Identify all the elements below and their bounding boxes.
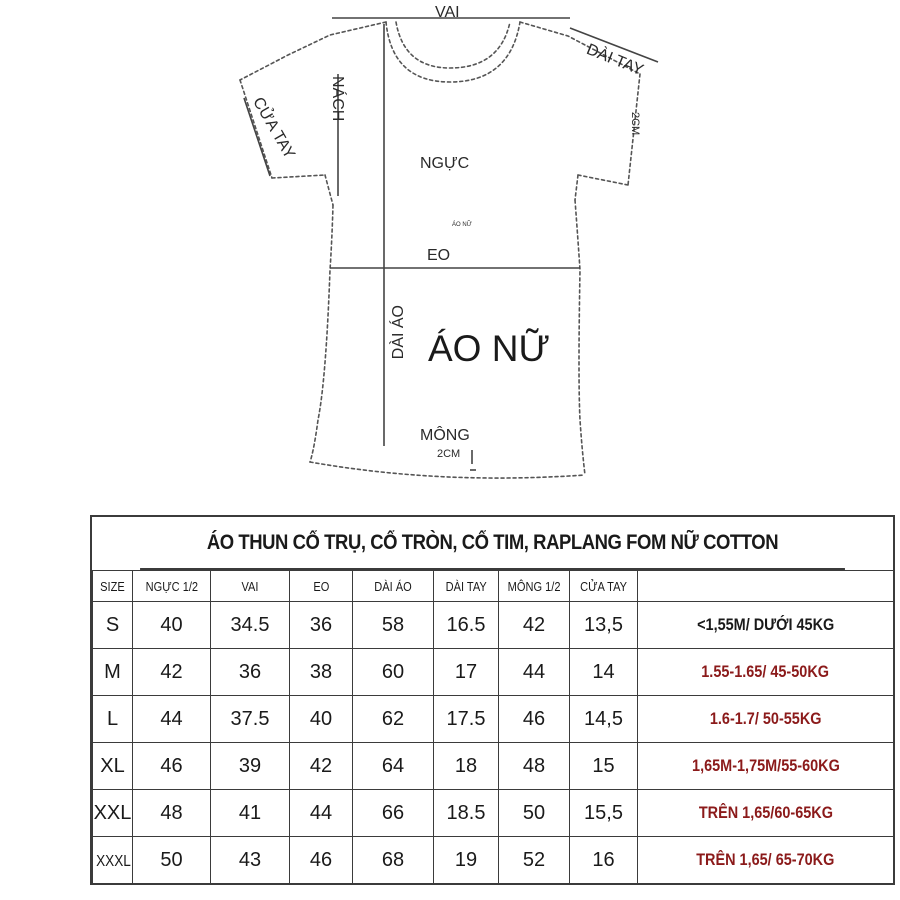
cell-dai-ao [353,837,434,884]
table-row [93,649,894,696]
table-body [93,602,894,884]
cell-dai-ao-text: 60 [381,660,405,683]
header-vai-label: VAI [241,578,259,594]
cell-eo-text: 36 [309,613,333,636]
label-dai-ao: DÀI ÁO [390,305,407,360]
cell-condition [638,649,894,696]
label-sleeve-2cm: 2CM [629,112,641,136]
cell-dai-tay [434,602,499,649]
cell-size [93,837,133,884]
cell-size [93,696,133,743]
cell-dai-tay [434,790,499,837]
label-cua-tay: CỬA TAY [249,94,298,162]
label-vai: VAI [435,4,460,21]
cell-dai-ao [353,602,434,649]
cell-size-text: XXL [93,801,132,824]
cell-mong-text: 48 [522,754,546,777]
cell-mong [499,649,570,696]
cell-condition [638,743,894,790]
header-dai-ao-label: DÀI ÁO [374,578,412,594]
table-row [93,696,894,743]
cell-mong-text: 46 [522,707,546,730]
table-row [93,602,894,649]
cell-vai-text: 39 [238,754,262,777]
cell-dai-tay-text: 18 [454,754,478,777]
cell-size [93,602,133,649]
cell-cua-tay [570,696,638,743]
cell-condition [638,696,894,743]
cell-eo [290,837,353,884]
cell-dai-tay-text: 19 [454,848,478,871]
cell-mong-text: 44 [522,660,546,683]
cell-vai-text: 36 [238,660,262,683]
cell-mong [499,696,570,743]
cell-nguc-text: 42 [160,660,183,683]
cell-condition-text: 1.6-1.7/ 50-55KG [709,709,822,728]
cell-eo-text: 40 [309,707,333,730]
cell-size-text: L [106,707,119,730]
header-row [93,571,894,602]
cell-cua-tay-text: 13,5 [584,613,623,636]
header-nguc-label: NGỰC 1/2 [145,578,198,594]
header-mong-label: MÔNG 1/2 [507,578,561,594]
cell-mong [499,837,570,884]
cell-dai-tay-text: 18.5 [446,801,486,824]
cell-dai-ao-text: 62 [381,707,405,730]
cell-condition [638,602,894,649]
cell-cua-tay [570,743,638,790]
cell-cua-tay-text: 15 [592,754,615,777]
cell-eo [290,696,353,743]
cell-dai-ao [353,696,434,743]
cell-dai-ao-text: 58 [381,613,405,636]
cell-mong-text: 50 [522,801,546,824]
cell-size-text: S [105,613,120,636]
label-eo: EO [427,247,451,264]
cell-cua-tay [570,602,638,649]
cell-cua-tay [570,837,638,884]
cell-vai-text: 43 [238,848,262,871]
cell-condition-text: <1,55M/ DƯỚI 45KG [696,615,835,634]
cell-nguc-text: 48 [160,801,183,824]
cell-dai-tay-text: 17 [454,660,478,683]
size-chart-table [90,515,895,885]
cell-vai [211,837,290,884]
cell-condition-text: TRÊN 1,65/ 65-70KG [696,850,835,869]
cell-eo-text: 42 [309,754,333,777]
label-hem-2cm: 2CM [437,448,461,460]
cell-dai-tay-text: 17.5 [446,707,486,730]
cell-condition [638,790,894,837]
cell-dai-ao-text: 66 [381,801,405,824]
header-cua-tay-label: CỬA TAY [580,578,627,594]
cell-eo-text: 44 [309,801,333,824]
cell-size-text: XL [100,754,125,777]
cell-eo-text: 46 [309,848,333,871]
cell-mong [499,743,570,790]
header-size-label: SIZE [100,578,125,594]
table-row [93,743,894,790]
cell-eo [290,649,353,696]
cell-size [93,790,133,837]
cell-size-text: XXXL [96,852,131,870]
cell-dai-tay-text: 16.5 [446,613,486,636]
cell-nguc [133,696,211,743]
cell-size-text: M [104,660,121,683]
cell-size [93,743,133,790]
cell-cua-tay [570,790,638,837]
cell-eo [290,602,353,649]
size-grid [92,570,894,884]
cell-cua-tay-text: 14 [592,660,615,683]
cell-dai-tay [434,743,499,790]
cell-mong-text: 42 [522,613,546,636]
cell-nguc-text: 44 [160,707,183,730]
header-cua-tay [570,571,638,602]
cell-eo-text: 38 [309,660,333,683]
cell-nguc [133,649,211,696]
cell-dai-ao-text: 68 [381,848,405,871]
cell-dai-ao-text: 64 [381,754,405,777]
label-dai-tay: DÀI TAY [584,41,646,80]
cell-cua-tay [570,649,638,696]
cell-eo [290,743,353,790]
cell-dai-tay [434,649,499,696]
label-mong: MÔNG [420,427,470,444]
header-vai [211,571,290,602]
cell-vai-text: 37.5 [230,707,270,730]
cell-condition [638,837,894,884]
cell-dai-tay [434,837,499,884]
cell-vai [211,790,290,837]
header-eo-label: EO [313,578,329,594]
label-ao-nu: ÁO NỮ [428,328,551,369]
cell-mong [499,790,570,837]
cell-dai-ao [353,649,434,696]
header-eo [290,571,353,602]
cell-vai-text: 41 [238,801,262,824]
header-dai-tay [434,571,499,602]
header-size [93,571,133,602]
cell-vai [211,649,290,696]
cell-cua-tay-text: 16 [592,848,615,871]
cell-mong [499,602,570,649]
header-dai-ao [353,571,434,602]
header-nguc [133,571,211,602]
cell-dai-ao [353,790,434,837]
cell-vai-text: 34.5 [230,613,270,636]
cell-nguc [133,743,211,790]
cell-nguc-text: 40 [160,613,183,636]
label-ao-nu-small: ÁO NỮ [452,222,472,228]
table-row [93,837,894,884]
cell-cua-tay-text: 14,5 [584,707,623,730]
cell-dai-tay [434,696,499,743]
table-row [93,790,894,837]
cell-nguc-text: 46 [160,754,183,777]
label-nach: NÁCH [329,76,346,122]
cell-condition-text: 1.55-1.65/ 45-50KG [701,662,830,681]
cell-nguc [133,790,211,837]
cell-vai [211,743,290,790]
cell-condition-text: TRÊN 1,65/60-65KG [698,803,833,822]
cell-size [93,649,133,696]
header-mong [499,571,570,602]
cell-eo [290,790,353,837]
header-condition [638,571,894,602]
cell-nguc [133,602,211,649]
cell-nguc-text: 50 [160,848,183,871]
cell-vai [211,602,290,649]
cell-vai [211,696,290,743]
table-title: ÁO THUN CỔ TRỤ, CỔ TRÒN, CỔ TIM, RAPLANG FOM NỮ COTTON [140,517,845,570]
label-nguc: NGỰC [420,155,470,172]
cell-mong-text: 52 [522,848,546,871]
header-dai-tay-label: DÀI TAY [445,578,487,594]
cell-dai-ao [353,743,434,790]
cell-nguc [133,837,211,884]
cell-cua-tay-text: 15,5 [584,801,623,824]
cell-condition-text: 1,65M-1,75M/55-60KG [691,756,840,775]
